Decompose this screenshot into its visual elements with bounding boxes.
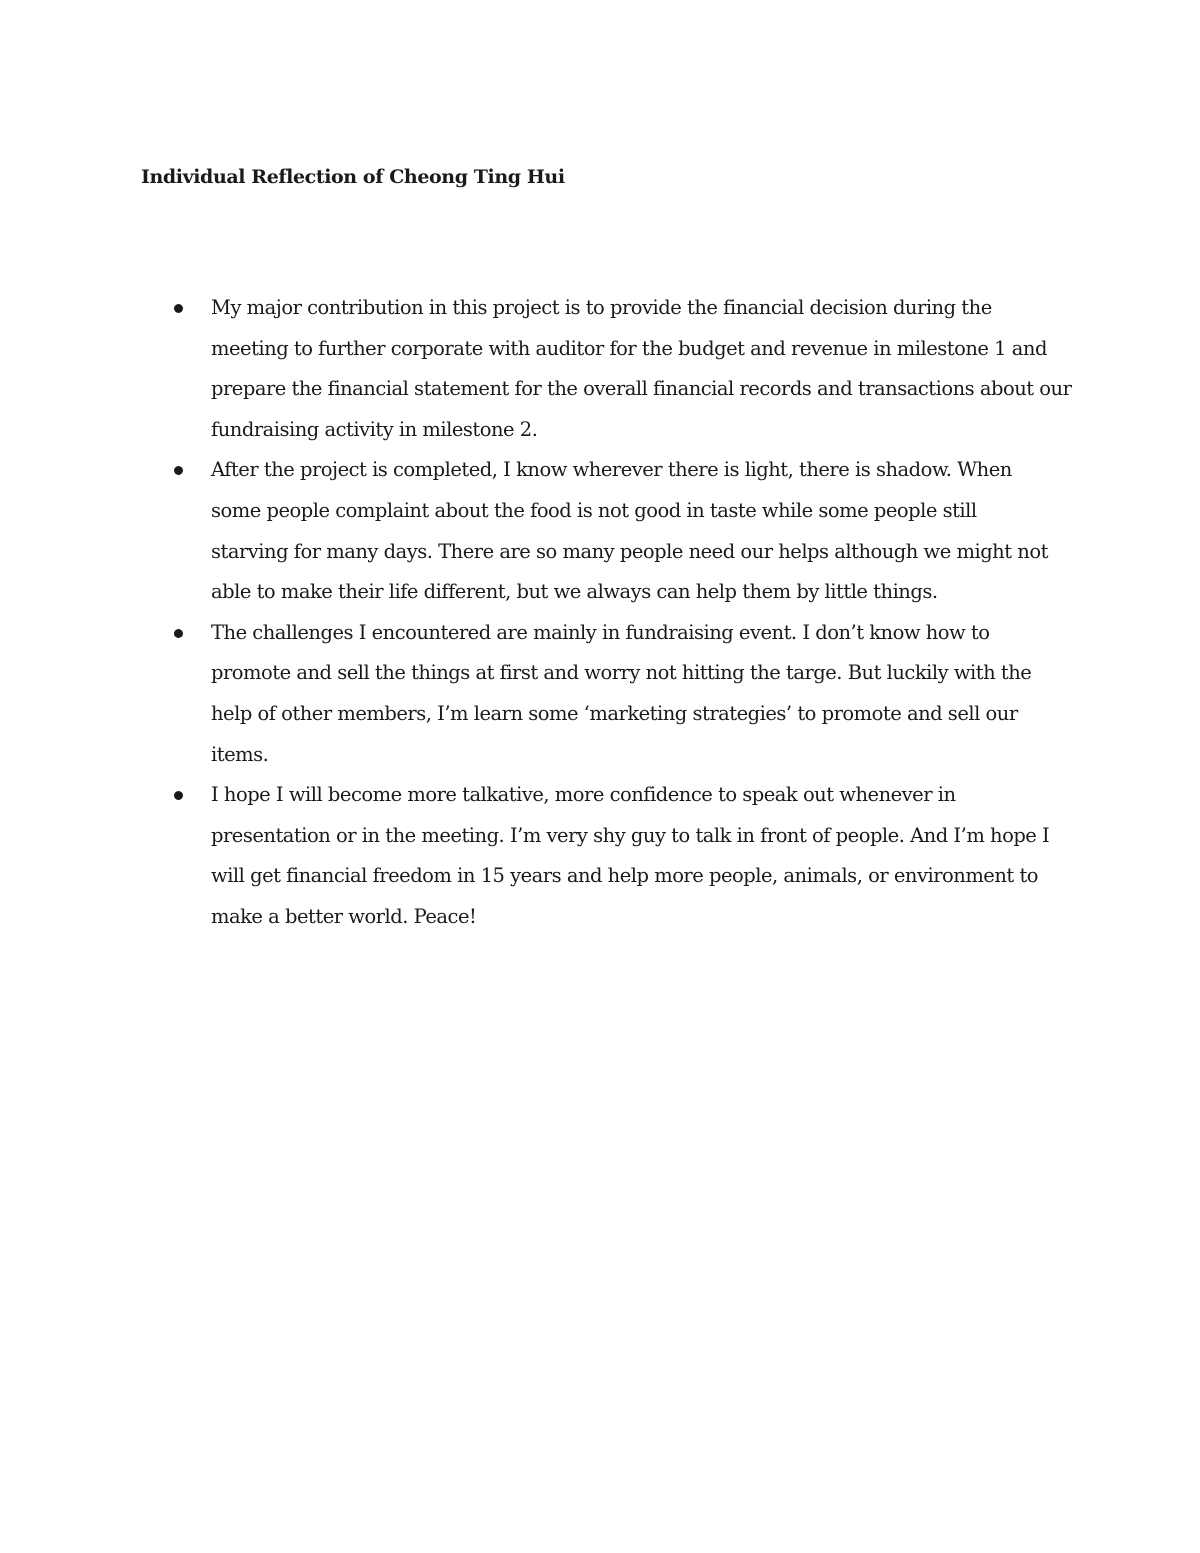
bullet-line: prepare the financial statement for the overall financial records and transactions about our xyxy=(211,377,1072,401)
document-title: Individual Reflection of Cheong Ting Hui xyxy=(141,166,565,188)
bullet-line: some people complaint about the food is not good in taste while some people still xyxy=(211,498,977,522)
bullet-line: The challenges I encountered are mainly in fundraising event. I don’t know how to xyxy=(211,620,990,644)
bullet-line: make a better world. Peace! xyxy=(211,904,477,928)
bullet-dot-icon xyxy=(174,304,183,313)
bullet-line: presentation or in the meeting. I’m very shy guy to talk in front of people. And I’m hope I xyxy=(211,823,1050,847)
bullet-line: meeting to further corporate with auditor for the budget and revenue in milestone 1 and xyxy=(211,336,1047,360)
bullet-item-challenges xyxy=(0,613,1066,775)
bullet-line: promote and sell the things at first and worry not hitting the targe. But luckily with the xyxy=(211,661,1032,685)
bullet-line: able to make their life different, but we always can help them by little things. xyxy=(211,580,938,604)
bullet-line: starving for many days. There are so many people need our helps although we might not xyxy=(211,539,1048,563)
bullet-dot-icon xyxy=(174,791,183,800)
bullet-dot-icon xyxy=(174,629,183,638)
bullet-line: My major contribution in this project is to provide the financial decision during the xyxy=(211,296,992,319)
bullet-line: will get financial freedom in 15 years and help more people, animals, or environment to xyxy=(211,864,1039,888)
bullet-line: After the project is completed, I know wherever there is light, there is shadow. When xyxy=(211,458,1012,482)
bullet-item-contribution xyxy=(0,288,1072,450)
bullet-line: help of other members, I’m learn some ‘marketing strategies’ to promote and sell our xyxy=(211,701,1018,725)
bullet-dot-icon xyxy=(174,466,183,475)
bullet-item-learning xyxy=(0,450,1066,612)
reflection-bullet-list xyxy=(0,288,1200,938)
bullet-line: fundraising activity in milestone 2. xyxy=(211,417,538,441)
bullet-item-hopes xyxy=(0,775,1066,937)
bullet-line: items. xyxy=(211,742,269,766)
bullet-line: I hope I will become more talkative, more confidence to speak out whenever in xyxy=(211,783,956,807)
